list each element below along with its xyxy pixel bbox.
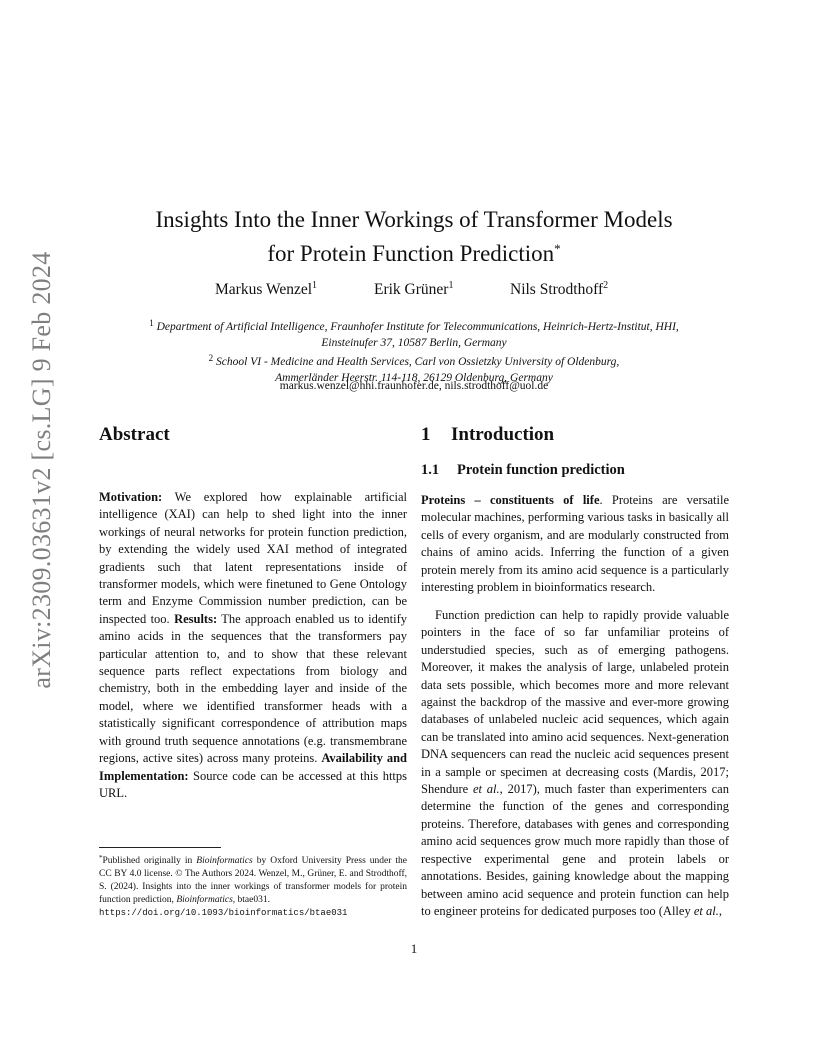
affiliation-1-address: Einsteinufer 37, 10587 Berlin, Germany bbox=[321, 336, 507, 349]
affiliations bbox=[100, 316, 728, 386]
availability-label: Availability and Implementation: bbox=[99, 751, 408, 783]
introduction-heading: 1 Introduction bbox=[421, 424, 555, 445]
title-line-2: for Protein Function Prediction* bbox=[267, 241, 561, 266]
intro-paragraph-1: Proteins – constituents of life. Proteins are versatile molecular machines, performing various tasks in basically all cells of every organism, and are modularly constructed from chains of amino acids. Inferring the function of a given protein merely from its amino acid sequence is a particularly interesting problem in bioinformatics research. bbox=[421, 493, 730, 595]
title-footnote: *Published originally in Bioinformatics by Oxford University Press under the CC BY 4.0 license. © The Authors 2024. Wenzel, M., Grüner, E. and Strodthoff, S. (2024). Insights into the inner workings of transformer models for protein function prediction, Bioinformatics, btae031. https://doi.org/10.1093/bioinformatics/btae031 bbox=[99, 854, 407, 918]
title-line-1: Insights Into the Inner Workings of Transformer Models bbox=[155, 207, 673, 232]
arxiv-identifier: arXiv:2309.03631v2 [cs.LG] 9 Feb 2024 bbox=[27, 251, 56, 689]
author-3: Nils Strodthoff$^2$ bbox=[510, 280, 609, 298]
author-list bbox=[0, 280, 828, 304]
motivation-label: Motivation: bbox=[99, 490, 163, 504]
abstract-heading: Abstract bbox=[99, 424, 170, 445]
results-label: Results: bbox=[174, 611, 218, 626]
intro-paragraph-2: Function prediction can help to rapidly provide valuable pointers in the face of so far unfamiliar proteins of understudied species, such as of emerging pathogens. Moreover, it makes the analysis of large, unlabeled protein data sets possible, which becomes more and more relevant against the backdrop of the massive and ever-more growing databases of unlabeled nucleic acid sequences, which again can be translated into amino acid sequences. Next-generation DNA sequencers can read the nucleic acid sequences present in a sample or specimen at decreasing costs (Mardis, 2017; Shendure et al., 2017), much faster than experimenters can determine the function of the genes and corresponding proteins. Therefore, databases with genes and corresponding amino acid sequences grow much more rapidly than those of respective experimental gene and protein labels or annotations. Besides, gaining knowledge about the mapping between amino acid sequence and protein function can help to engineer proteins for dedicated purposes too (Alley et al., bbox=[421, 608, 729, 918]
affiliation-2: $^2$ School VI - Medicine and Health Services, Carl von Ossietzky University of Oldenburg, bbox=[208, 353, 620, 368]
doi-link[interactable]: https://doi.org/10.1093/bioinformatics/btae031 bbox=[99, 908, 348, 918]
title-footnote-mark: * bbox=[554, 241, 561, 256]
paper-title bbox=[100, 205, 728, 268]
arxiv-stamp bbox=[22, 251, 62, 689]
page-number: 1 bbox=[410, 941, 418, 956]
affiliation-2-address: Ammerländer Heerstr. 114-118, 26129 Oldenburg, Germany bbox=[275, 371, 553, 384]
subsection-heading: 1.1 Protein function prediction bbox=[421, 462, 625, 478]
paragraph-lead: Proteins – constituents of life bbox=[421, 493, 600, 507]
footnote-divider bbox=[99, 847, 221, 848]
author-2: Erik Grüner$^1$ bbox=[374, 280, 454, 298]
contact-emails: markus.wenzel@hhi.fraunhofer.de, nils.strodthoff@uol.de bbox=[279, 380, 549, 392]
affiliation-1: $^1$ Department of Artificial Intelligence, Fraunhofer Institute for Telecommunications, Heinrich-Hertz-Institut, HHI, bbox=[149, 318, 679, 333]
author-1: Markus Wenzel$^1$ bbox=[215, 280, 318, 298]
abstract-body: Motivation: We explored how explainable artificial intelligence (XAI) can help to shed light into the inner workings of neural networks for protein function prediction, by extending the widely used XAI method of integrated gradients such that latent representations inside of transformer models, which were finetuned to Gene Ontology term and Enzyme Commission number prediction, can be inspected too. Results: The approach enabled us to identify amino acids in the sequences that the transformers pay particular attention to, and to show that these relevant sequence parts reflect expectations from biology and chemistry, both in the embedding layer and inside of the model, where we identified transformer heads with a statistically significant correspondence of attribution maps with ground truth sequence annotations (e.g. transmembrane regions, active sites) across many proteins. Availability and Implementation: Source code can be accessed at this https URL. bbox=[99, 490, 408, 800]
